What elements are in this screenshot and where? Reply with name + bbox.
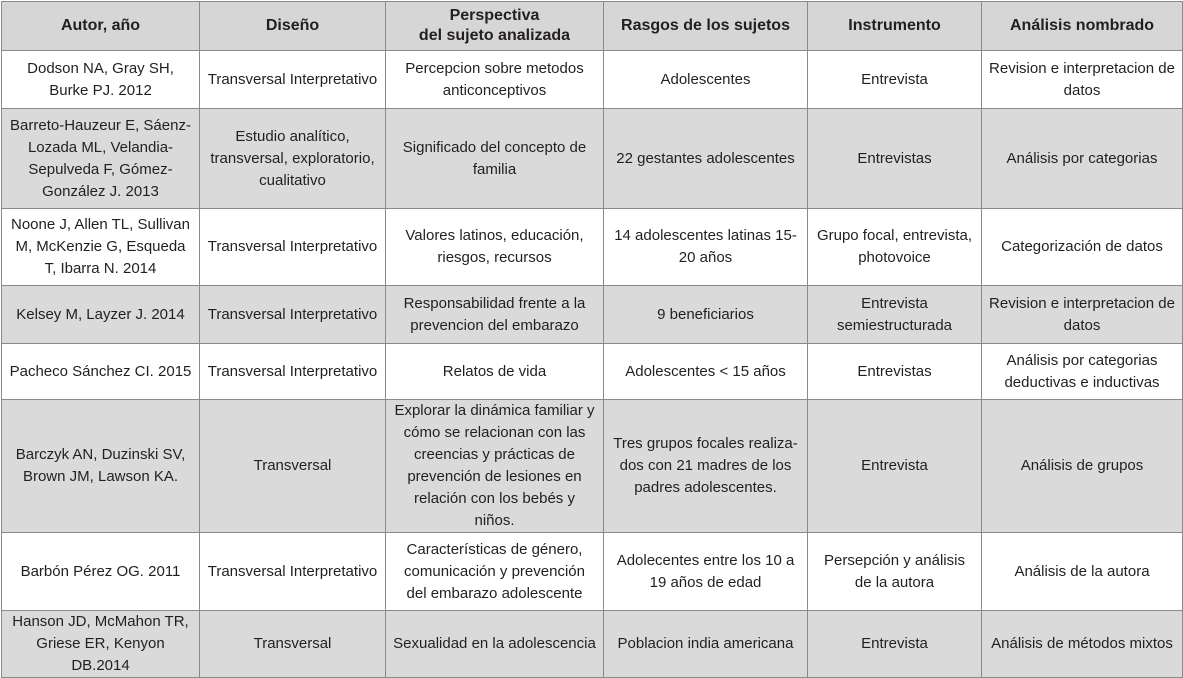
cell-analisis: Revision e interpretacion de datos: [982, 286, 1183, 344]
header-analisis: Análisis nombrado: [982, 2, 1183, 51]
table-row: [2, 533, 1183, 611]
cell-perspectiva: Sexualidad en la adolescencia: [386, 611, 604, 678]
cell-perspectiva: Valores latinos, educación, riesgos, recursos: [386, 209, 604, 286]
header-perspectiva-text: Perspectiva del sujeto analizada: [418, 7, 571, 44]
cell-diseno: Transversal Interpretativo: [200, 286, 386, 344]
cell-analisis: Análisis de la autora: [982, 533, 1183, 611]
header-autor: Autor, año: [2, 2, 200, 51]
cell-rasgos: Poblacion india americana: [604, 611, 808, 678]
cell-diseno: Transversal Interpretativo: [200, 209, 386, 286]
cell-instrumento: Entrevistas: [808, 344, 982, 400]
cell-instrumento: Entrevistas: [808, 109, 982, 209]
table-row: [2, 209, 1183, 286]
header-diseno: Diseño: [200, 2, 386, 51]
cell-perspectiva: Características de género, comunicación y prevención del embarazo adolescente: [386, 533, 604, 611]
table-header-row: [2, 2, 1183, 51]
cell-rasgos: Adolescentes: [604, 51, 808, 109]
cell-perspectiva: Responsabilidad frente a la prevencion del embarazo: [386, 286, 604, 344]
cell-perspectiva: Explorar la dinámica familiar y cómo se relacionan con las creencias y prácticas de prevención de lesiones en relación con los bebés y niños.: [386, 400, 604, 533]
table-row: [2, 344, 1183, 400]
cell-instrumento: Entrevista: [808, 51, 982, 109]
cell-analisis: Análisis de grupos: [982, 400, 1183, 533]
cell-instrumento: Entrevista semiestructurada: [808, 286, 982, 344]
cell-analisis: Análisis de métodos mixtos: [982, 611, 1183, 678]
cell-autor: Dodson NA, Gray SH, Burke PJ. 2012: [2, 51, 200, 109]
cell-diseno: Transversal Interpretativo: [200, 344, 386, 400]
cell-autor: Noone J, Allen TL, Sullivan M, McKenzie G, Esqueda T, Ibarra N. 2014: [2, 209, 200, 286]
studies-table: [1, 1, 1183, 678]
cell-autor: Kelsey M, Layzer J. 2014: [2, 286, 200, 344]
cell-analisis: Revision e interpretacion de datos: [982, 51, 1183, 109]
cell-autor: Pacheco Sánchez CI. 2015: [2, 344, 200, 400]
header-rasgos: Rasgos de los sujetos: [604, 2, 808, 51]
cell-perspectiva: Percepcion sobre metodos anticonceptivos: [386, 51, 604, 109]
cell-diseno: Transversal: [200, 400, 386, 533]
cell-perspectiva: Significado del concepto de familia: [386, 109, 604, 209]
cell-rasgos: 22 gestantes adolescentes: [604, 109, 808, 209]
cell-autor: Barreto-Hauzeur E, Sáenz-Lozada ML, Velandia-Sepulveda F, Gómez-González J. 2013: [2, 109, 200, 209]
cell-instrumento: Grupo focal, entrevista, photovoice: [808, 209, 982, 286]
cell-instrumento: Persepción y análisis de la autora: [808, 533, 982, 611]
cell-diseno: Estudio analítico, transversal, exploratorio, cualitativo: [200, 109, 386, 209]
table-row: [2, 286, 1183, 344]
cell-perspectiva: Relatos de vida: [386, 344, 604, 400]
cell-instrumento: Entrevista: [808, 611, 982, 678]
table-row: [2, 51, 1183, 109]
cell-rasgos: 14 adolescentes latinas 15-20 años: [604, 209, 808, 286]
header-perspectiva: [386, 2, 604, 51]
cell-rasgos: Adolecentes entre los 10 a 19 años de edad: [604, 533, 808, 611]
cell-diseno: Transversal Interpretativo: [200, 51, 386, 109]
header-instrumento: Instrumento: [808, 2, 982, 51]
table-row: [2, 400, 1183, 533]
cell-autor: Barbón Pérez OG. 2011: [2, 533, 200, 611]
cell-diseno: Transversal: [200, 611, 386, 678]
cell-analisis: Análisis por categorias deductivas e inductivas: [982, 344, 1183, 400]
cell-autor: Barczyk AN, Duzinski SV, Brown JM, Lawson KA.: [2, 400, 200, 533]
cell-rasgos: 9 beneficiarios: [604, 286, 808, 344]
cell-instrumento: Entrevista: [808, 400, 982, 533]
table-row: [2, 611, 1183, 678]
cell-rasgos: Adolescentes < 15 años: [604, 344, 808, 400]
cell-analisis: Análisis por categorias: [982, 109, 1183, 209]
cell-diseno: Transversal Interpretativo: [200, 533, 386, 611]
cell-autor: Hanson JD, McMahon TR, Griese ER, Kenyon DB.2014: [2, 611, 200, 678]
cell-rasgos: Tres grupos focales realiza-dos con 21 madres de los padres adolescentes.: [604, 400, 808, 533]
cell-analisis: Categorización de datos: [982, 209, 1183, 286]
table-row: [2, 109, 1183, 209]
